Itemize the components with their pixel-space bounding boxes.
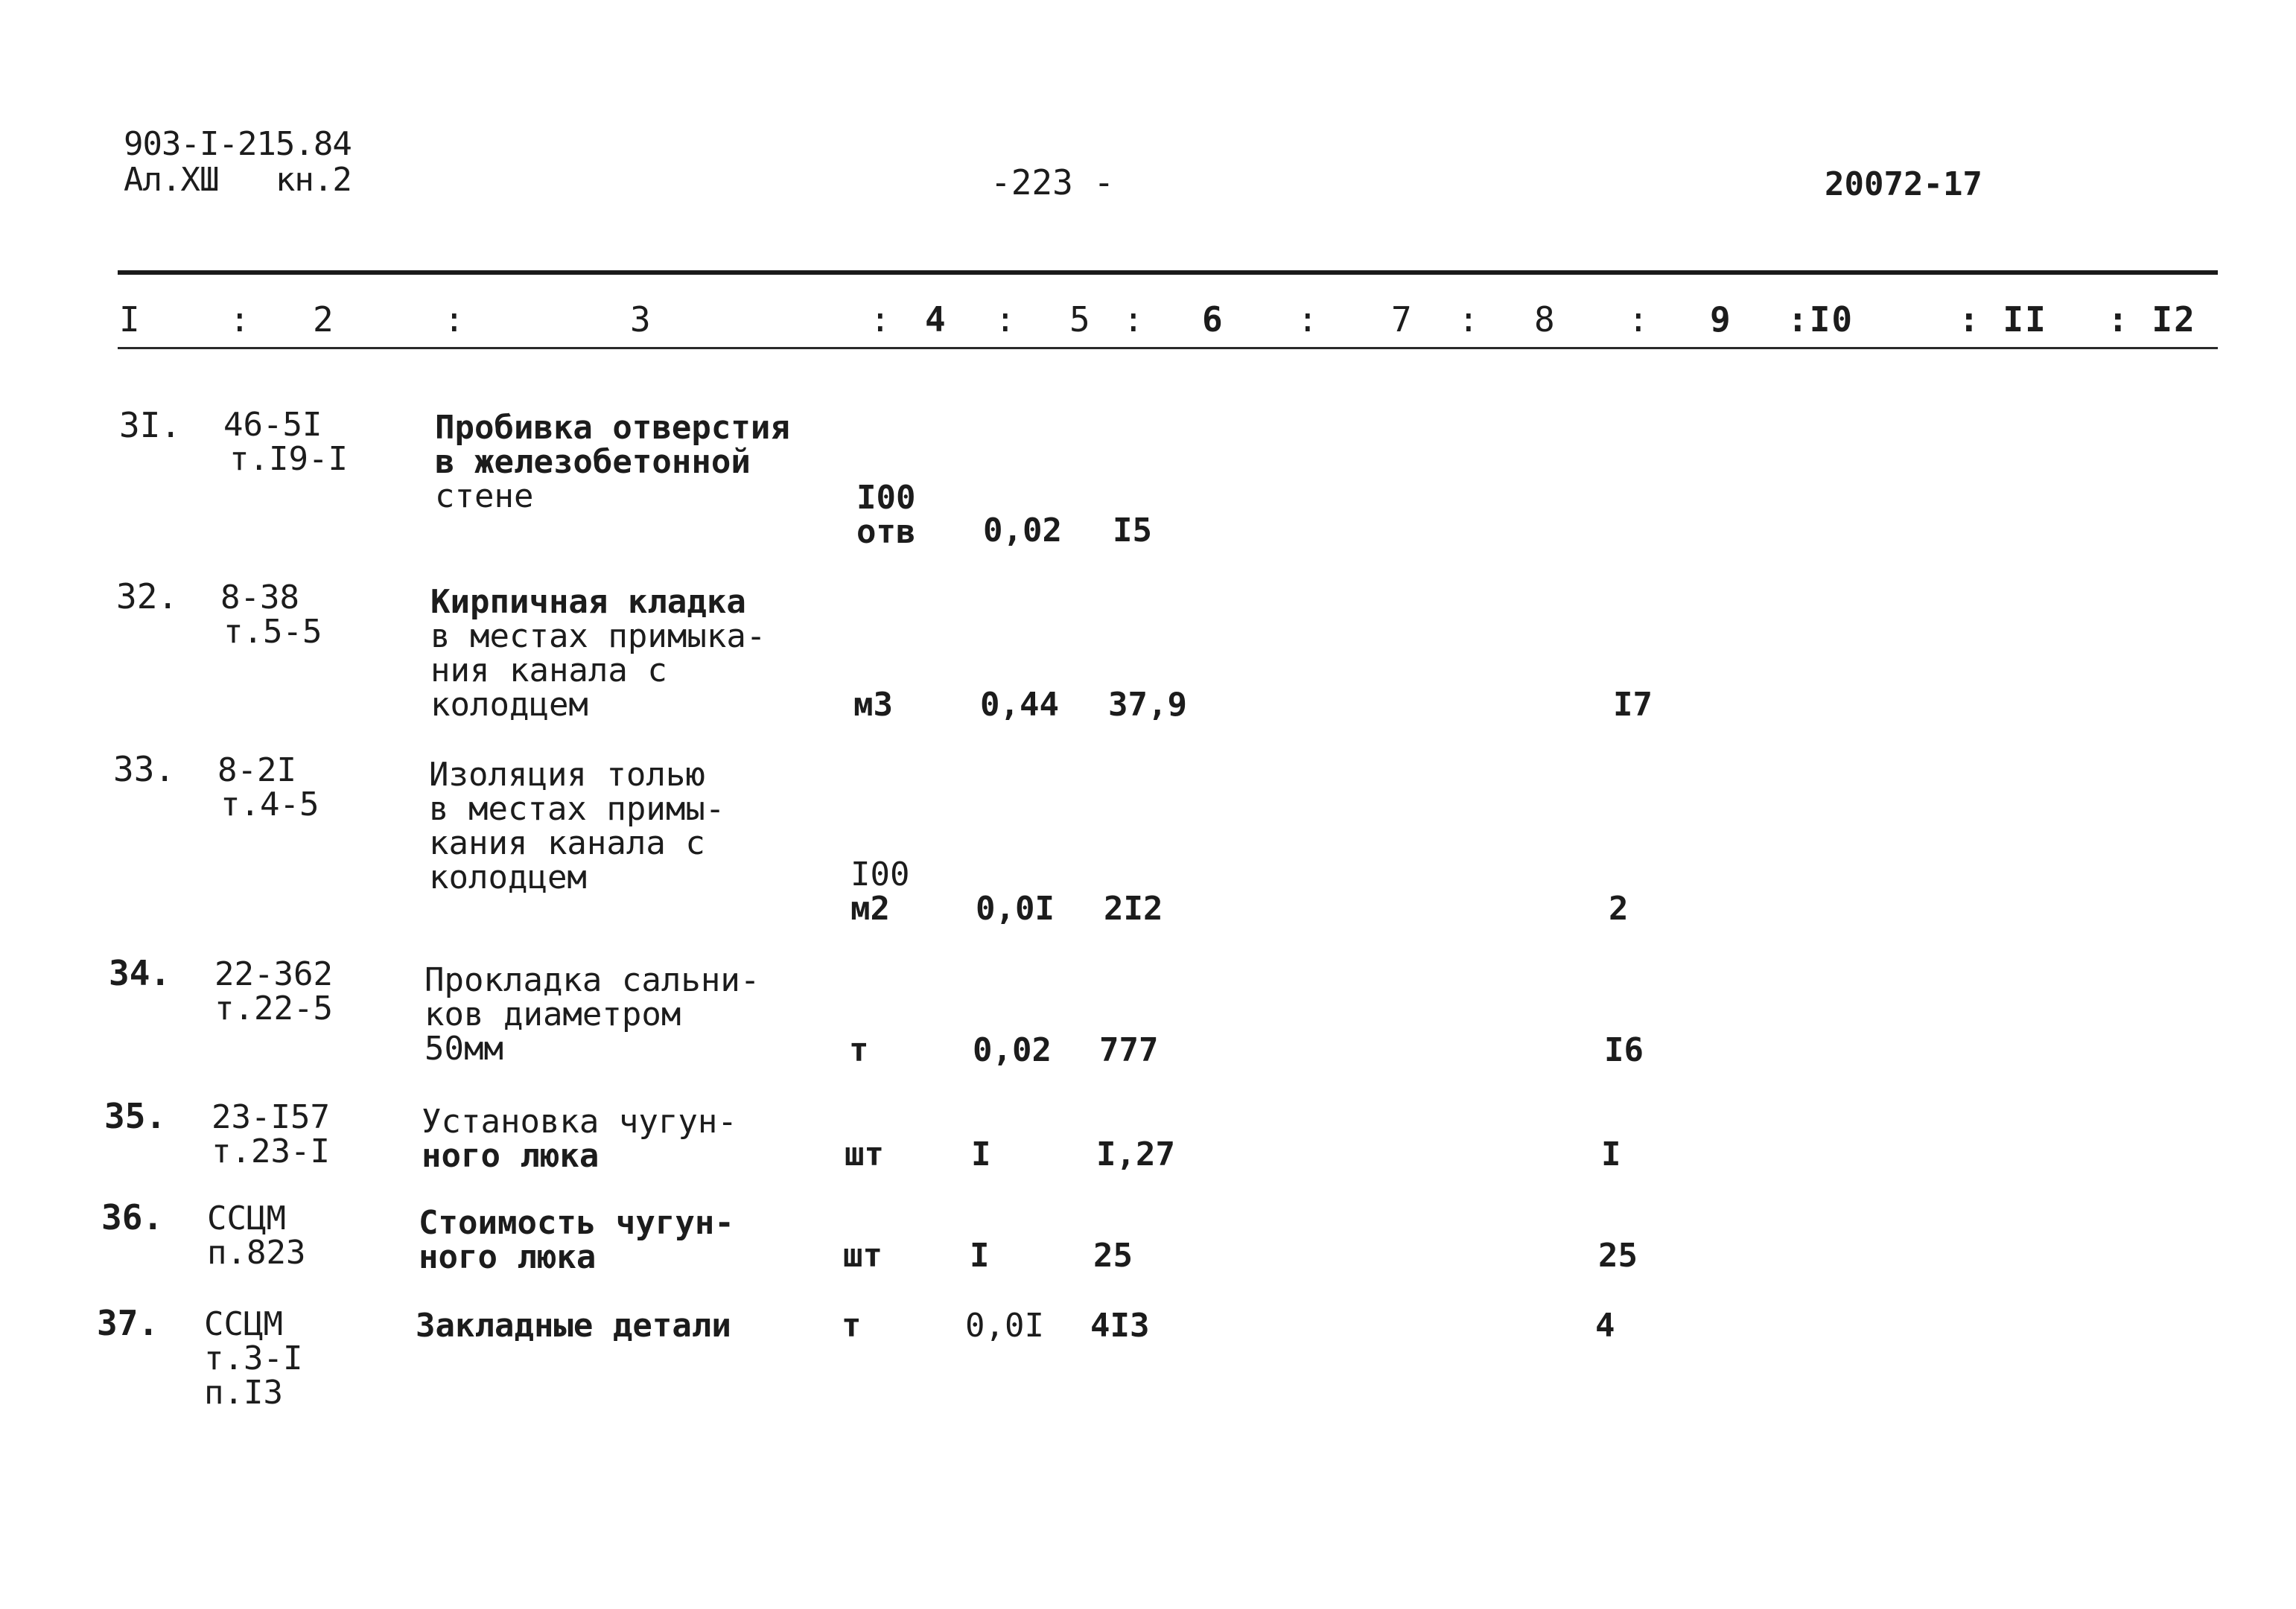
row-quantity: 0,02 <box>973 1031 1052 1069</box>
row-name <box>419 1206 734 1275</box>
row-name-line: кания канала с <box>429 824 705 862</box>
row-code-line: п.823 <box>207 1234 306 1272</box>
row-unit-line: м2 <box>850 890 890 928</box>
row-name <box>416 1309 731 1343</box>
column-header-9: 9 <box>1710 299 1732 340</box>
row-unit <box>845 1135 884 1173</box>
row-col9: 2 <box>1609 890 1629 928</box>
row-unit <box>853 688 893 722</box>
row-name <box>435 411 790 514</box>
document-id: 903-I-215.84 <box>124 125 352 163</box>
row-name-line: Кирпичная кладка <box>430 583 746 621</box>
row-price: 777 <box>1099 1031 1159 1069</box>
row-name-line: ного люка <box>419 1238 597 1276</box>
row-quantity: 0,02 <box>983 512 1062 549</box>
row-code <box>204 1307 302 1410</box>
row-col9: 4 <box>1595 1307 1615 1345</box>
row-code-line: ССЦМ <box>207 1199 286 1237</box>
column-header-sep: : <box>1123 299 1145 340</box>
row-col9: I <box>1601 1135 1621 1173</box>
column-header-6: 6 <box>1202 299 1224 340</box>
row-code <box>214 955 333 1027</box>
column-header-2: 2 <box>313 299 335 340</box>
row-name-line: в местах примыка- <box>430 617 766 655</box>
page-number: -223 - <box>990 162 1115 203</box>
row-code-line: 22-362 <box>214 955 333 993</box>
row-code-line: 8-38 <box>220 579 299 616</box>
row-code <box>220 581 322 649</box>
row-number: 3I. <box>119 405 182 445</box>
column-header-10: :I0 <box>1787 299 1854 340</box>
row-code <box>212 1100 330 1169</box>
row-unit <box>850 858 909 926</box>
column-header-4: 4 <box>925 299 947 340</box>
row-quantity: 0,0I <box>976 890 1055 928</box>
row-code-line: т.5-5 <box>223 613 322 651</box>
row-unit-line: м3 <box>853 686 893 724</box>
row-unit-line: шт <box>845 1135 884 1173</box>
column-header-sep: : <box>870 299 892 340</box>
row-code-line: т.3-I <box>204 1339 303 1377</box>
column-header-sep: : <box>1458 299 1481 340</box>
row-name-line: колодцем <box>430 686 588 724</box>
row-unit-line: т <box>842 1307 862 1345</box>
column-header-7: 7 <box>1391 299 1413 340</box>
row-name-line: ного люка <box>422 1137 600 1175</box>
row-code-line: т.23-I <box>212 1132 330 1170</box>
column-header-rule <box>118 347 2218 349</box>
row-quantity: I <box>971 1135 991 1173</box>
row-code-line: п.I3 <box>204 1374 283 1412</box>
row-number: 34. <box>109 953 171 993</box>
row-number: 37. <box>97 1303 159 1343</box>
row-name-line: Стоимость чугун- <box>419 1204 734 1242</box>
row-unit-line: I00 <box>856 479 916 517</box>
row-price: 4I3 <box>1090 1307 1150 1345</box>
column-header-3: 3 <box>630 299 652 340</box>
row-name-line: Пробивка отверстия <box>435 409 790 447</box>
row-col9: 25 <box>1598 1237 1638 1275</box>
row-name-line: ков диаметром <box>424 995 681 1033</box>
row-code <box>207 1199 306 1272</box>
row-price: I5 <box>1113 512 1152 549</box>
row-code-line: т.22-5 <box>214 990 333 1027</box>
row-code-line: 23-I57 <box>212 1098 330 1136</box>
row-number: 33. <box>113 749 176 789</box>
document-id-block <box>124 127 352 198</box>
row-quantity: I <box>970 1237 990 1275</box>
column-header-sep: : <box>444 299 466 340</box>
row-unit-line: отв <box>856 513 916 551</box>
row-name <box>424 963 760 1066</box>
row-price: 37,9 <box>1108 686 1187 724</box>
column-header-11: : II <box>1959 299 2047 340</box>
album-book-line: Ал.ХШ кн.2 <box>124 161 352 199</box>
row-number: 35. <box>104 1096 167 1136</box>
row-name-line: в местах примы- <box>429 790 725 828</box>
row-name-line: Прокладка сальни- <box>424 961 760 999</box>
row-unit-line: шт <box>843 1237 883 1275</box>
row-unit <box>856 481 915 549</box>
row-unit-line: т <box>849 1031 869 1069</box>
row-col9: I6 <box>1604 1031 1644 1069</box>
row-name-line: ния канала с <box>430 651 667 689</box>
row-unit <box>849 1033 869 1068</box>
row-unit <box>843 1239 883 1273</box>
row-price: 25 <box>1093 1237 1133 1275</box>
row-name-line: колодцем <box>429 858 587 896</box>
column-header-12: : I2 <box>2108 299 2196 340</box>
row-name <box>429 758 725 895</box>
column-header-sep: : <box>995 299 1017 340</box>
row-code-line: 8-2I <box>217 751 296 789</box>
row-quantity: 0,44 <box>980 686 1059 724</box>
row-code <box>223 408 348 477</box>
row-code <box>217 753 319 822</box>
column-header-1: I <box>119 299 141 340</box>
row-name-line: в железобетонной <box>435 443 751 481</box>
row-name-line: Установка чугун- <box>422 1103 737 1141</box>
row-price: I,27 <box>1096 1135 1175 1173</box>
document-code: 20072-17 <box>1825 165 1982 203</box>
column-header-sep: : <box>1297 299 1320 340</box>
row-col9: I7 <box>1613 686 1653 724</box>
row-code-line: т.4-5 <box>220 786 319 823</box>
row-unit-line: I00 <box>850 856 910 893</box>
row-code-line: т.I9-I <box>229 440 348 478</box>
header-rule <box>118 270 2218 275</box>
column-header-5: 5 <box>1069 299 1092 340</box>
row-number: 32. <box>116 576 179 616</box>
row-name-line: стене <box>435 477 534 515</box>
row-name-line: 50мм <box>424 1030 503 1068</box>
column-header-sep: : <box>1628 299 1650 340</box>
row-code-line: 46-5I <box>223 406 322 444</box>
row-name-line: Изоляция толью <box>429 756 705 794</box>
row-name-line: Закладные детали <box>416 1307 731 1345</box>
row-number: 36. <box>101 1197 164 1237</box>
row-name <box>430 585 766 722</box>
row-code-line: ССЦМ <box>204 1305 283 1343</box>
row-unit <box>842 1309 862 1343</box>
row-price: 2I2 <box>1104 890 1163 928</box>
column-header-8: 8 <box>1534 299 1556 340</box>
column-header-sep: : <box>229 299 252 340</box>
row-name <box>422 1105 737 1173</box>
row-quantity: 0,0I <box>965 1307 1044 1345</box>
